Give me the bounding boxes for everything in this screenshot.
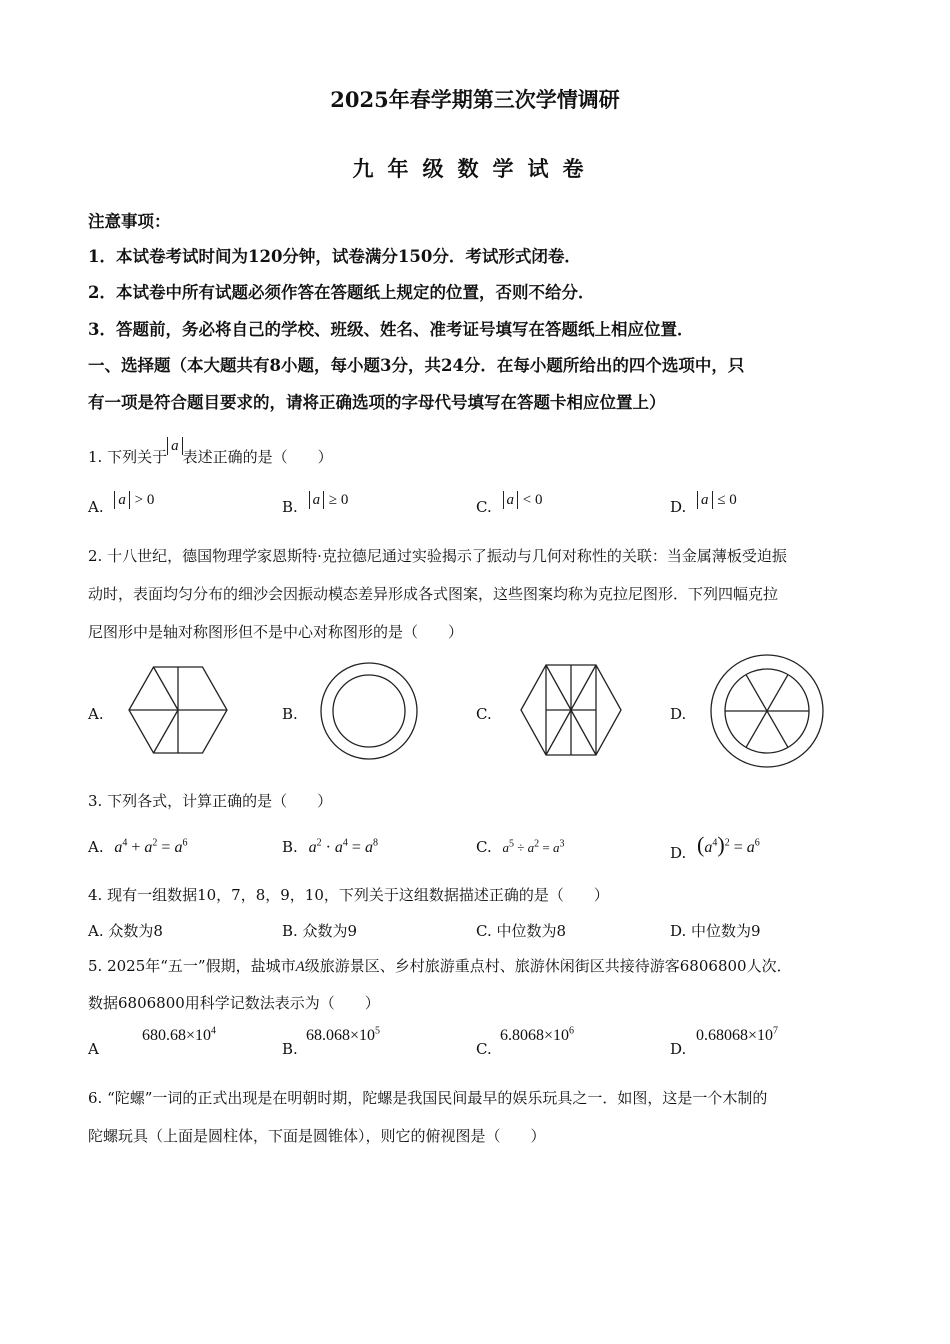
q5-option-b-label: B.: [282, 1040, 298, 1058]
q5-b-mantissa: 68.068: [306, 1027, 350, 1044]
q5-line1a: 5. 2025年“五一”假期，盐城市: [88, 957, 296, 975]
outer-circle: [321, 663, 417, 759]
q5-c-times: ×10: [544, 1027, 570, 1044]
q3-option-a: [88, 838, 187, 857]
q4-option-b: B. 众数为9: [282, 922, 358, 940]
q2-figure-c: [518, 662, 624, 758]
q5-a-times: ×10: [186, 1027, 212, 1044]
section1-line2: 有一项是符合题目要求的，请将正确选项的字母代号填写在答题卡相应位置上）: [88, 393, 666, 412]
figure-line: [154, 667, 179, 710]
q2-figure-d: [708, 652, 826, 770]
q1-abs-a: a: [167, 437, 183, 455]
inner-circle: [333, 675, 405, 747]
q5-option-b-value: [306, 1027, 380, 1045]
q1-option-b-var: a: [309, 491, 325, 509]
notice-item-2: 2．本试卷中所有试题必须作答在答题纸上规定的位置，否则不给分．: [88, 283, 595, 302]
q3a-b1: a: [114, 839, 123, 856]
q1-option-c-label: C.: [476, 498, 492, 516]
q3d-e3: 6: [754, 837, 760, 849]
q3a-e3: 6: [182, 837, 188, 849]
q3c-b1: a: [502, 840, 509, 855]
q3-option-c: [476, 838, 564, 856]
q3c-op: ÷: [517, 840, 525, 855]
q3c-eq: =: [542, 840, 550, 855]
q3b-b1: a: [308, 839, 317, 856]
notice-heading: 注意事项：: [88, 212, 171, 231]
q4-stem: 4. 现有一组数据10，7，8，9，10，下列关于这组数据描述正确的是（ ）: [88, 886, 609, 904]
q3a-op: +: [131, 839, 141, 856]
q3b-e3: 8: [372, 837, 378, 849]
q5-a-exp: 4: [211, 1025, 217, 1037]
q1-stem: [88, 438, 333, 467]
q3b-op: ·: [325, 839, 331, 856]
section1-line1: 一、选择题（本大题共有8小题，每小题3分，共24分．在每小题所给出的四个选项中，只: [88, 356, 745, 375]
q5-line1-var: A: [295, 959, 305, 975]
q1-option-d-var: a: [697, 491, 713, 509]
q1-option-d: [670, 492, 737, 517]
q3c-b3: a: [552, 840, 560, 855]
q1-option-b-rel: ≥ 0: [328, 492, 349, 508]
q1-option-a-var: a: [114, 491, 130, 509]
q5-d-exp: 7: [773, 1025, 779, 1037]
q5-line1b: 级旅游景区、乡村旅游重点村、旅游休闲街区共接待游客6806800人次．: [304, 957, 792, 975]
q2-line2: 动时，表面均匀分布的细沙会因振动模态差异形成各式图案，这些图案均称为克拉尼图形．下列四幅克拉: [88, 585, 779, 603]
q3a-e2: 2: [152, 837, 158, 849]
q1-option-d-rel: ≤ 0: [717, 492, 737, 508]
q1-option-c: [476, 492, 543, 517]
q3d-eq: =: [733, 839, 743, 856]
q5-c-mantissa: 6.8068: [500, 1027, 544, 1044]
q1-option-c-var: a: [503, 491, 519, 509]
q2-figure-a: [126, 664, 230, 756]
figure-line: [154, 710, 179, 753]
q5-option-c-value: [500, 1027, 574, 1045]
q2-option-d-label: D.: [670, 705, 687, 723]
q3c-e1: 5: [509, 838, 514, 850]
q2-option-c-label: C.: [476, 705, 492, 723]
q1-suffix: 表述正确的是（ ）: [182, 448, 333, 466]
q3-option-b-label: B.: [282, 838, 298, 856]
q4-option-c: C. 中位数为8: [476, 922, 567, 940]
q3a-b3: a: [174, 839, 183, 856]
q3d-e1: 4: [712, 837, 718, 849]
q3b-e2: 4: [342, 837, 348, 849]
q3-option-a-label: A.: [88, 838, 104, 856]
q5-option-d-label: D.: [670, 1040, 687, 1058]
q3c-e3: 3: [559, 838, 565, 850]
q5-option-a-value: [142, 1027, 216, 1045]
q3-option-d-label: D.: [670, 844, 687, 862]
q5-option-c-label: C.: [476, 1040, 492, 1058]
q1-option-b-label: B.: [282, 498, 298, 516]
q6-line2: 陀螺玩具（上面是圆柱体，下面是圆锥体），则它的俯视图是（ ）: [88, 1127, 546, 1145]
q6-line1: 6. “陀螺”一词的正式出现是在明朝时期，陀螺是我国民间最早的娱乐玩具之一．如图，这是一个木制的: [88, 1089, 768, 1107]
exam-title: 2025年春学期第三次学情调研: [330, 87, 620, 112]
q3-option-c-label: C.: [476, 838, 492, 856]
q4-option-a: A. 众数为8: [88, 922, 163, 940]
q3b-e1: 2: [316, 837, 322, 849]
q5-c-exp: 6: [569, 1025, 575, 1037]
q5-a-mantissa: 680.68: [142, 1027, 186, 1044]
q2-option-b-label: B.: [282, 705, 298, 723]
q5-option-a-label: A: [88, 1040, 99, 1058]
q1-option-a: [88, 492, 155, 517]
q3b-eq: =: [351, 839, 361, 856]
q3-option-d: D. $(a^4)^2 = a^6$: [670, 832, 760, 862]
q1-option-a-rel: > 0: [134, 492, 155, 508]
q4-option-d: D. 中位数为9: [670, 922, 761, 940]
q3a-e1: 4: [122, 837, 128, 849]
q5-d-times: ×10: [748, 1027, 774, 1044]
q3d-b3: a: [746, 839, 755, 856]
q3a-b2: a: [144, 839, 153, 856]
q3b-b2: a: [334, 839, 343, 856]
q2-option-a-label: A.: [88, 705, 104, 723]
q1-option-a-label: A.: [88, 498, 104, 516]
q5-line2: 数据6806800用科学记数法表示为（ ）: [88, 994, 380, 1012]
q2-figure-b: [318, 660, 420, 762]
q3c-e2: 2: [534, 838, 540, 850]
q3b-b3: a: [364, 839, 373, 856]
q3-option-b: [282, 838, 378, 857]
q3a-eq: =: [161, 839, 171, 856]
q5-d-mantissa: 0.68068: [696, 1027, 748, 1044]
q3d-b1: a: [704, 839, 713, 856]
q5-b-exp: 5: [375, 1025, 381, 1037]
q2-line3: 尼图形中是轴对称图形但不是中心对称图形的是（ ）: [88, 623, 464, 641]
q1-option-d-label: D.: [670, 498, 687, 516]
q5-line1: [88, 955, 792, 976]
q3d-outer: 2: [724, 837, 730, 849]
q2-line1: 2. 十八世纪，德国物理学家恩斯特·克拉德尼通过实验揭示了振动与几何对称性的关联：当金属薄板受迫振: [88, 547, 787, 565]
q1-prefix: 1. 下列关于: [88, 448, 168, 466]
q1-option-c-rel: < 0: [522, 492, 543, 508]
q5-option-d-value: [696, 1027, 778, 1045]
q3c-b2: a: [527, 840, 535, 855]
q5-b-times: ×10: [350, 1027, 376, 1044]
exam-subtitle: 九年级数学试卷: [352, 156, 598, 181]
notice-item-1: 1．本试卷考试时间为120分钟，试卷满分150分．考试形式闭卷．: [88, 247, 581, 266]
q3-stem: 3. 下列各式，计算正确的是（ ）: [88, 792, 333, 810]
notice-item-3: 3．答题前，务必将自己的学校、班级、姓名、准考证号填写在答题纸上相应位置．: [88, 320, 694, 339]
q1-option-b: [282, 492, 349, 517]
